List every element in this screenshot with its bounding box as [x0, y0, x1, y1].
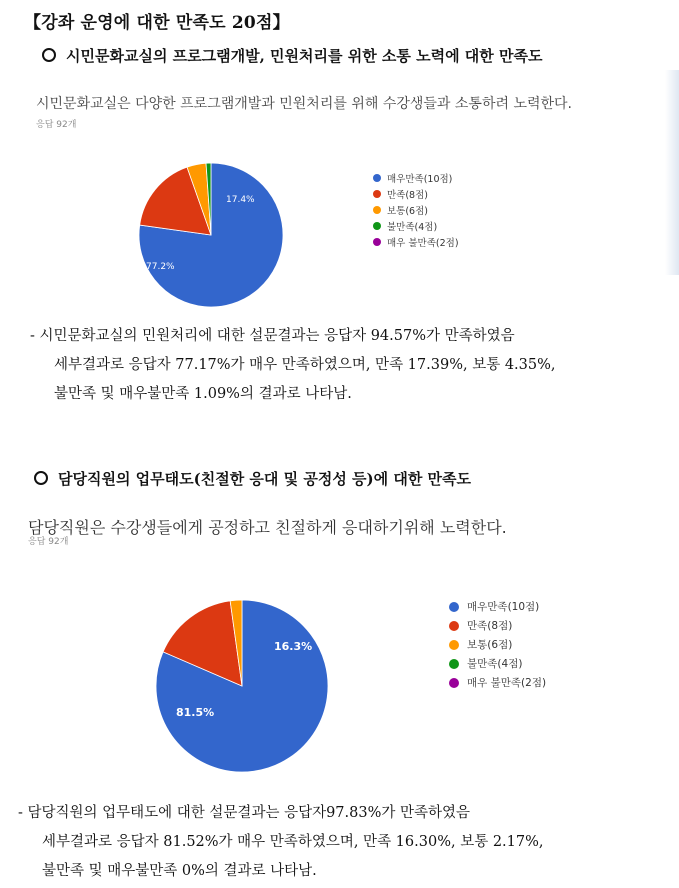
- legend-label: 만족(8점): [387, 190, 428, 201]
- section2-summary-line3: 불만족 및 매우불만족 0%의 결과로 나타남.: [42, 863, 317, 879]
- legend-label: 만족(8점): [467, 620, 513, 632]
- section1-summary: [30, 322, 556, 409]
- legend-label: 매우 불만족(2점): [387, 238, 459, 249]
- legend-dot-very-satisfied: [373, 174, 381, 182]
- legend-item-dissatisfied: [373, 218, 459, 234]
- legend-dot-satisfied: [449, 621, 459, 631]
- section2-pie-label-very: 81.5%: [176, 706, 215, 719]
- circle-bullet-icon: [34, 471, 48, 485]
- legend-dot-very-satisfied: [449, 602, 459, 612]
- legend-item-very-satisfied: [373, 170, 459, 186]
- legend-item-satisfied: [373, 186, 459, 202]
- legend-label: 보통(6점): [387, 206, 428, 217]
- section1-legend: [373, 170, 459, 250]
- section2-summary: [18, 799, 544, 886]
- section1-heading-text: 시민문화교실의 프로그램개발, 민원처리를 위한 소통 노력에 대한 만족도: [66, 47, 543, 65]
- legend-dot-very-dissatisfied: [449, 678, 459, 688]
- legend-item-dissatisfied: [449, 654, 546, 673]
- legend-label: 매우 불만족(2점): [467, 677, 547, 689]
- section1-response-count: 응답 92개: [36, 120, 77, 130]
- legend-dot-dissatisfied: [449, 659, 459, 669]
- section2-summary-line2: 세부결과로 응답자 81.52%가 매우 만족하였으며, 만족 16.30%, 보통 2.17%,: [42, 834, 544, 850]
- section1-summary-line3: 불만족 및 매우불만족 1.09%의 결과로 나타남.: [54, 386, 352, 402]
- legend-label: 매우만족(10점): [467, 601, 540, 613]
- legend-item-very-satisfied: [449, 597, 546, 616]
- legend-dot-neutral: [373, 206, 381, 214]
- legend-label: 보통(6점): [467, 639, 513, 651]
- section2-pie-label-satisfied: 16.3%: [274, 640, 313, 653]
- legend-item-very-dissatisfied: [373, 234, 459, 250]
- section1-pie-chart: [136, 160, 286, 310]
- section1-summary-line1: - 시민문화교실의 민원처리에 대한 설문결과는 응답자 94.57%가 만족하였음: [30, 328, 515, 344]
- section1-pie-label-satisfied: 17.4%: [226, 195, 255, 205]
- section1-heading: [42, 45, 542, 66]
- scan-edge-shadow: [665, 70, 679, 275]
- legend-item-neutral: [373, 202, 459, 218]
- section2-summary-line1: - 담당직원의 업무태도에 대한 설문결과는 응답자97.83%가 만족하였음: [18, 805, 471, 821]
- section2-heading: [34, 468, 471, 489]
- legend-label: 불만족(4점): [387, 222, 438, 233]
- legend-dot-dissatisfied: [373, 222, 381, 230]
- legend-dot-very-dissatisfied: [373, 238, 381, 246]
- section1-question: 시민문화교실은 다양한 프로그램개발과 민원처리를 위해 수강생들과 소통하려 노력한다.: [36, 96, 572, 112]
- section1-pie-label-very: 77.2%: [146, 262, 175, 272]
- circle-bullet-icon: [42, 48, 56, 62]
- legend-dot-neutral: [449, 640, 459, 650]
- legend-label: 불만족(4점): [467, 658, 523, 670]
- legend-label: 매우만족(10점): [387, 174, 453, 185]
- section1-summary-line2: 세부결과로 응답자 77.17%가 매우 만족하였으며, 만족 17.39%, 보통 4.35%,: [54, 357, 556, 373]
- section2-legend: [449, 597, 546, 692]
- legend-item-satisfied: [449, 616, 546, 635]
- section2-response-count: 응답 92개: [28, 537, 69, 547]
- section2-pie-chart: [154, 598, 330, 774]
- legend-dot-satisfied: [373, 190, 381, 198]
- page-title: 【강좌 운영에 대한 만족도 20점】: [24, 13, 290, 33]
- legend-item-very-dissatisfied: [449, 673, 546, 692]
- section2-question: 담당직원은 수강생들에게 공정하고 친절하게 응대하기위해 노력한다.: [28, 518, 507, 537]
- legend-item-neutral: [449, 635, 546, 654]
- section2-heading-text: 담당직원의 업무태도(친절한 응대 및 공정성 등)에 대한 만족도: [58, 470, 472, 488]
